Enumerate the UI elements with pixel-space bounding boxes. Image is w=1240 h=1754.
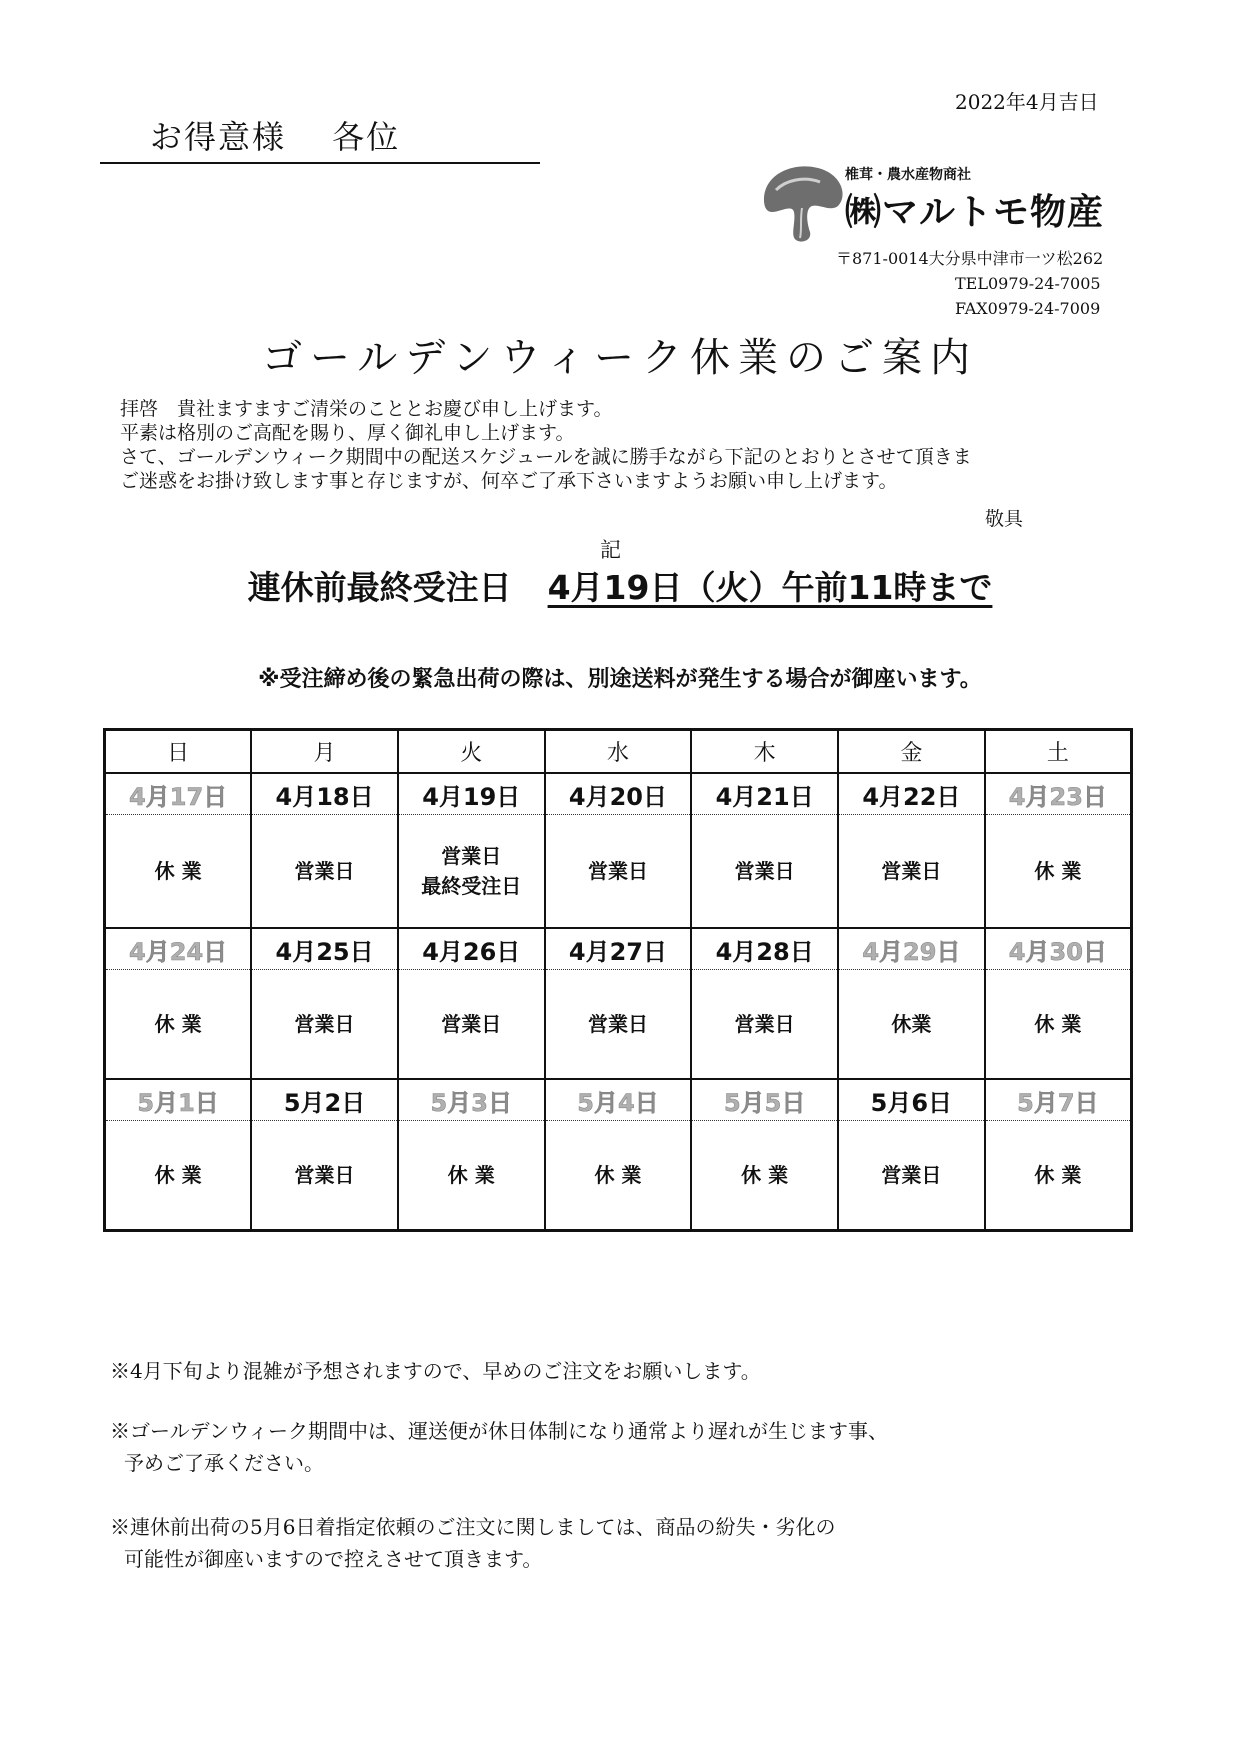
status-cell: 営業日 [545, 815, 692, 929]
status-cell: 休 業 [985, 970, 1132, 1080]
status-cell: 営業日 [545, 970, 692, 1080]
company-subtitle: 椎茸・農水産物商社 [845, 167, 971, 183]
date-cell: 4月27日 [545, 928, 692, 970]
recipient: お得意様 各位 [100, 112, 540, 164]
body-line: さて、ゴールデンウィーク期間中の配送スケジュールを誠に勝手ながら下記のとおりとさせて頂きま [120, 446, 972, 468]
date-cell: 5月3日 [398, 1079, 545, 1121]
weekday-fri: 金 [838, 730, 985, 774]
status-cell: 営業日 [838, 1121, 985, 1231]
status-cell: 営業日 [691, 815, 838, 929]
ki-heading: 記 [600, 538, 621, 562]
note-line: ※連休前出荷の5月6日着指定依頼のご注文に関しましては、商品の紛失・劣化の [110, 1515, 836, 1539]
document-title: ゴールデンウィーク休業のご案内 [262, 335, 978, 381]
date-cell: 4月25日 [251, 928, 398, 970]
weekday-wed: 水 [545, 730, 692, 774]
date-cell: 5月7日 [985, 1079, 1132, 1121]
company-name: ㈱マルトモ物産 [845, 192, 1105, 233]
status-cell: 休 業 [691, 1121, 838, 1231]
date-cell: 4月21日 [691, 773, 838, 815]
note-line: ※ゴールデンウィーク期間中は、運送便が休日体制になり通常より遅れが生じます事、 [110, 1419, 888, 1443]
company-tel: TEL0979-24-7005 [955, 274, 1101, 293]
date-cell: 5月4日 [545, 1079, 692, 1121]
note-item [110, 1355, 888, 1387]
body-line: ご迷惑をお掛け致します事と存じますが、何卒ご了承下さいますようお願い申し上げます。 [120, 470, 898, 492]
note-line: ※4月下旬より混雑が予想されますので、早めのご注文をお願いします。 [110, 1359, 761, 1383]
mushroom-logo-icon [756, 160, 851, 250]
deadline-label: 連休前最終受注日 [247, 568, 512, 607]
status-cell: 営業日 最終受注日 [398, 815, 545, 929]
status-cell: 営業日 [691, 970, 838, 1080]
deadline-line [0, 562, 1240, 609]
date-cell: 5月5日 [691, 1079, 838, 1121]
status-row [105, 815, 1132, 929]
status-cell: 休 業 [105, 1121, 252, 1231]
date-cell: 4月23日 [985, 773, 1132, 815]
status-cell: 営業日 [398, 970, 545, 1080]
document-date: 2022年4月吉日 [955, 90, 1099, 114]
date-cell: 4月24日 [105, 928, 252, 970]
note-item [110, 1511, 888, 1575]
status-cell: 休 業 [985, 1121, 1132, 1231]
date-cell: 5月2日 [251, 1079, 398, 1121]
date-cell: 5月6日 [838, 1079, 985, 1121]
weekday-header-row [105, 730, 1132, 774]
note-item [110, 1415, 888, 1479]
date-row [105, 928, 1132, 970]
weekday-thu: 木 [691, 730, 838, 774]
status-cell: 営業日 [838, 815, 985, 929]
deadline-value: 4月19日（火）午前11時まで [547, 568, 993, 607]
status-cell: 休 業 [985, 815, 1132, 929]
date-row [105, 1079, 1132, 1121]
weekday-mon: 月 [251, 730, 398, 774]
body-line: 拝啓 貴社ますますご清栄のこととお慶び申し上げます。 [120, 398, 613, 420]
note-line: 可能性が御座いますので控えさせて頂きます。 [124, 1547, 543, 1571]
status-cell: 休 業 [545, 1121, 692, 1231]
date-cell: 4月18日 [251, 773, 398, 815]
note-line: 予めご了承ください。 [124, 1451, 324, 1475]
date-cell: 4月19日 [398, 773, 545, 815]
status-cell: 休 業 [398, 1121, 545, 1231]
status-cell: 休 業 [105, 815, 252, 929]
body-text [120, 397, 1230, 493]
weekday-sun: 日 [105, 730, 252, 774]
status-cell: 休 業 [105, 970, 252, 1080]
date-cell: 4月28日 [691, 928, 838, 970]
status-cell: 休業 [838, 970, 985, 1080]
date-cell: 4月22日 [838, 773, 985, 815]
status-cell: 営業日 [251, 1121, 398, 1231]
weekday-tue: 火 [398, 730, 545, 774]
date-cell: 4月29日 [838, 928, 985, 970]
body-line: 平素は格別のご高配を賜り、厚く御礼申し上げます。 [120, 422, 575, 444]
holiday-calendar [103, 728, 1133, 1232]
status-row [105, 970, 1132, 1080]
urgent-note: ※受注締め後の緊急出荷の際は、別途送料が発生する場合が御座います。 [258, 667, 982, 692]
company-address: 〒871-0014大分県中津市一ツ松262 [836, 249, 1104, 268]
status-row [105, 1121, 1132, 1231]
date-cell: 4月20日 [545, 773, 692, 815]
status-cell: 営業日 [251, 970, 398, 1080]
company-fax: FAX0979-24-7009 [955, 299, 1101, 318]
closing: 敬具 [985, 508, 1024, 530]
status-cell: 営業日 [251, 815, 398, 929]
notes [110, 1355, 888, 1607]
weekday-sat: 土 [985, 730, 1132, 774]
date-cell: 4月26日 [398, 928, 545, 970]
date-cell: 4月30日 [985, 928, 1132, 970]
date-cell: 5月1日 [105, 1079, 252, 1121]
date-row [105, 773, 1132, 815]
date-cell: 4月17日 [105, 773, 252, 815]
